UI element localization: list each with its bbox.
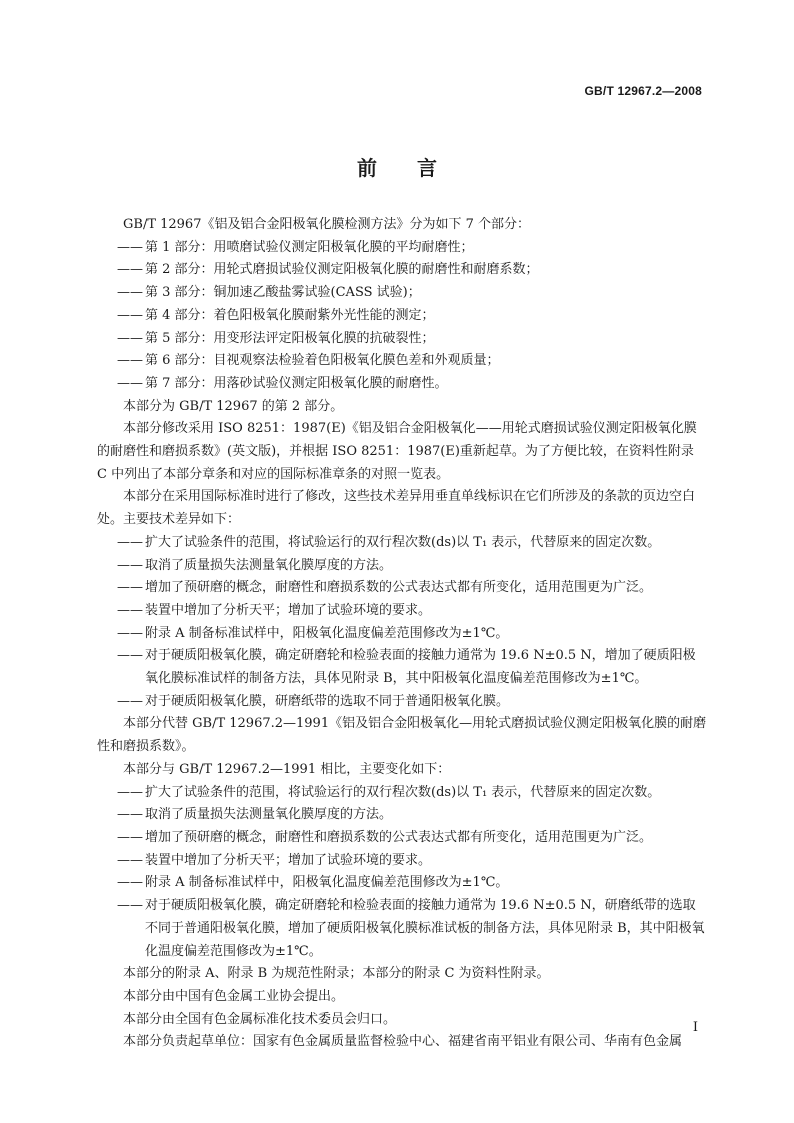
dash-mark: —— (117, 625, 143, 641)
list-item: —— 装置中增加了分析天平；增加了试验环境的要求。 (97, 600, 707, 623)
changes-list (97, 782, 707, 964)
differences-paragraph: 本部分在采用国际标准时进行了修改，这些技术差异用垂直单线标识在它们所涉及的条款的页边空白处。主要技术差异如下： (97, 489, 696, 528)
dash-mark: —— (117, 829, 143, 845)
list-item: —— 第 4 部分：着色阳极氧化膜耐紫外光性能的测定； (97, 305, 707, 328)
dash-mark: —— (117, 285, 143, 301)
differences-list (97, 532, 707, 714)
dash-mark: —— (117, 648, 143, 664)
list-item: —— 第 2 部分：用轮式磨损试验仪测定阳极氧化膜的耐磨性和耐磨系数； (97, 259, 707, 282)
iso-paragraph: 本部分修改采用 ISO 8251：1987(E)《铝及铝合金阳极氧化——用轮式磨损试验仪测定阳极氧化膜的耐磨性和磨损系数》(英文版)，并根据 ISO 8251：1987(E)重新起草。为了方便比较，在资料性附录 C 中列出了本部分章条和对应的国际标准章条的对照一览表。 (97, 421, 697, 482)
list-item: —— 第 1 部分：用喷磨试验仪测定阳极氧化膜的平均耐磨性； (97, 237, 707, 260)
dash-mark: —— (117, 898, 143, 914)
list-item: —— 对于硬质阳极氧化膜，确定研磨轮和检验表面的接触力通常为 19.6 N±0.5 N，研磨纸带的选取不同于普通阳极氧化膜，增加了硬质阳极氧化膜标准试板的制备方法，具体见附录 B，其中阳极氧化温度偏差范围修改为±1℃。 (97, 895, 707, 963)
list-item: —— 第 5 部分：用变形法评定阳极氧化膜的抗破裂性； (97, 328, 707, 351)
list-item: —— 增加了预研磨的概念，耐磨性和磨损系数的公式表达式都有所变化，适用范围更为广泛。 (97, 577, 707, 600)
dash-mark: —— (117, 693, 143, 709)
dash-mark: —— (117, 580, 143, 596)
dash-mark: —— (117, 602, 143, 618)
dash-mark: —— (117, 875, 143, 891)
list-item: —— 取消了质量损失法测量氧化膜厚度的方法。 (97, 804, 707, 827)
dash-mark: —— (117, 557, 143, 573)
list-item: —— 取消了质量损失法测量氧化膜厚度的方法。 (97, 555, 707, 578)
list-item: —— 扩大了试验条件的范围，将试验运行的双行程次数(ds)以 T₁ 表示，代替原来的固定次数。 (97, 782, 707, 805)
document-body (97, 214, 707, 1054)
proposed-paragraph: 本部分由中国有色金属工业协会提出。 (123, 988, 345, 1004)
list-item: —— 对于硬质阳极氧化膜，研磨纸带的选取不同于普通阳极氧化膜。 (97, 691, 707, 714)
standard-code: GB/T 12967.2—2008 (584, 84, 702, 98)
replace-paragraph: 本部分代替 GB/T 12967.2—1991《铝及铝合金阳极氧化—用轮式磨损试验仪测定阳极氧化膜的耐磨性和磨损系数》。 (97, 716, 707, 755)
dash-mark: —— (117, 239, 143, 255)
list-item: —— 对于硬质阳极氧化膜，确定研磨轮和检验表面的接触力通常为 19.6 N±0.5 N，增加了硬质阳极氧化膜标准试样的制备方法，具体见附录 B，其中阳极氧化温度偏差范围修改为±1℃。 (97, 645, 707, 690)
drafters-paragraph: 本部分负责起草单位：国家有色金属质量监督检验中心、福建省南平铝业有限公司、华南有色金属 (123, 1034, 683, 1050)
page-number: I (692, 1020, 698, 1035)
dash-mark: —— (117, 307, 143, 323)
list-item: —— 附录 A 制备标准试样中，阳极氧化温度偏差范围修改为±1℃。 (97, 872, 707, 895)
dash-mark: —— (117, 807, 143, 823)
annex-paragraph: 本部分的附录 A、附录 B 为规范性附录；本部分的附录 C 为资料性附录。 (123, 966, 550, 982)
compare-paragraph: 本部分与 GB/T 12967.2—1991 相比，主要变化如下： (123, 761, 451, 777)
dash-mark: —— (117, 262, 143, 278)
dash-mark: —— (117, 330, 143, 346)
list-item: —— 附录 A 制备标准试样中，阳极氧化温度偏差范围修改为±1℃。 (97, 623, 707, 646)
dash-mark: —— (117, 852, 143, 868)
page-title: 前言 (357, 156, 477, 180)
dash-mark: —— (117, 353, 143, 369)
list-item: —— 装置中增加了分析天平；增加了试验环境的要求。 (97, 850, 707, 873)
dash-mark: —— (117, 784, 143, 800)
list-item: —— 第 7 部分：用落砂试验仪测定阳极氧化膜的耐磨性。 (97, 373, 707, 396)
managed-paragraph: 本部分由全国有色金属标准化技术委员会归口。 (123, 1011, 397, 1027)
list-item: —— 第 3 部分：铜加速乙酸盐雾试验(CASS 试验)； (97, 282, 707, 305)
list-item: —— 第 6 部分：目视观察法检验着色阳极氧化膜色差和外观质量； (97, 350, 707, 373)
list-item: —— 增加了预研磨的概念，耐磨性和磨损系数的公式表达式都有所变化，适用范围更为广泛。 (97, 827, 707, 850)
list-item: —— 扩大了试验条件的范围，将试验运行的双行程次数(ds)以 T₁ 表示，代替原来的固定次数。 (97, 532, 707, 555)
dash-mark: —— (117, 534, 143, 550)
intro-paragraph: GB/T 12967《铝及铝合金阳极氧化膜检测方法》分为如下 7 个部分： (123, 217, 531, 232)
parts-list (97, 237, 707, 396)
dash-mark: —— (117, 375, 143, 391)
part2-paragraph: 本部分为 GB/T 12967 的第 2 部分。 (123, 398, 344, 414)
